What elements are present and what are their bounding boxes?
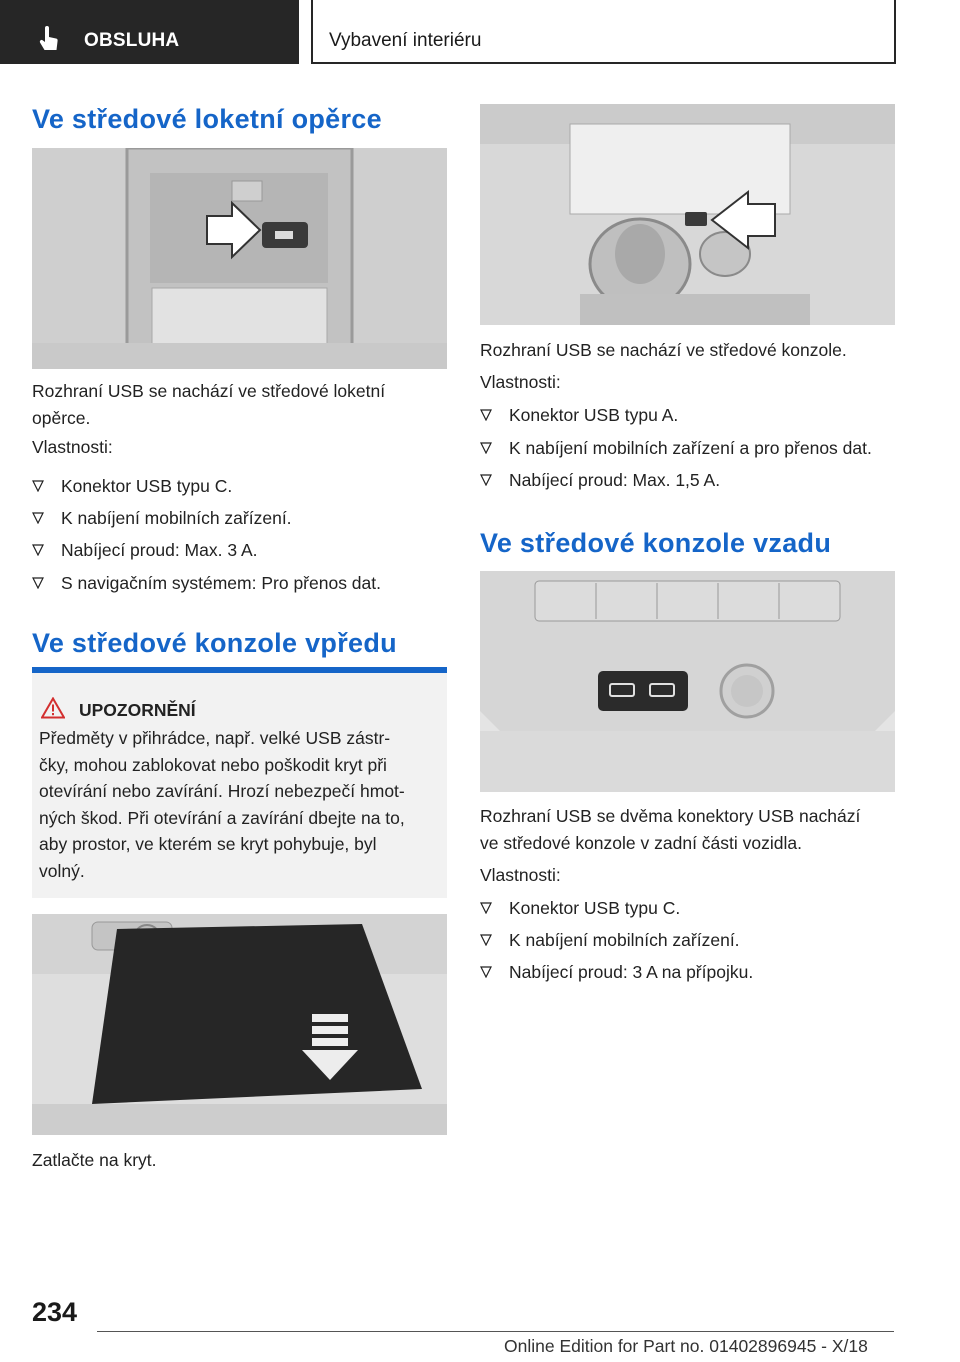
triangle-bullet-icon (480, 409, 492, 421)
triangle-bullet-icon (32, 480, 44, 492)
triangle-bullet-icon (480, 934, 492, 946)
edition-note: Online Edition for Part no. 01402896945 - X/18 (504, 1336, 868, 1356)
triangle-bullet-icon (480, 474, 492, 486)
section-title: OBSLUHA (84, 30, 180, 51)
rear-console-usb-photo (480, 571, 895, 792)
console-cover-photo (32, 914, 447, 1135)
rear-console-props-label: Vlastnosti: (480, 865, 561, 885)
rear-console-caption: Rozhraní USB se dvěma konektory USB nachází ve středové konzole v zadní části vozidla. (480, 806, 861, 853)
front-console-usb-photo (480, 104, 895, 325)
armrest-heading: Ve středové loketní opěrce (32, 104, 382, 134)
page-number: 234 (32, 1297, 78, 1327)
triangle-bullet-icon (32, 544, 44, 556)
chapter-tab (311, 0, 896, 64)
armrest-caption: Rozhraní USB se nachází ve středové loketní opěrce. (32, 381, 386, 428)
press-cover-caption: Zatlačte na kryt. (32, 1150, 157, 1170)
front-console-caption: Rozhraní USB se nachází ve středové konzole. (480, 340, 847, 360)
armrest-props-label: Vlastnosti: (32, 437, 113, 457)
warning-triangle-icon (41, 697, 65, 719)
warning-title: UPOZORNĚNÍ (79, 700, 196, 720)
armrest-usb-photo (32, 148, 447, 369)
footer-divider (97, 1331, 894, 1332)
triangle-bullet-icon (32, 512, 44, 524)
chapter-title: Vybavení interiéru (329, 30, 482, 51)
section-tab (0, 0, 299, 64)
triangle-bullet-icon (480, 902, 492, 914)
triangle-bullet-icon (480, 442, 492, 454)
triangle-bullet-icon (480, 966, 492, 978)
warning-box (32, 673, 447, 898)
warning-text: Předměty v přihrádce, např. velké USB zástr- čky, mohou zablokovat nebo poškodit kryt při otevírání nebo zavírání. Hrozí nebezpečí hmot- ných škod. Při otevírání a zavírání dbejte na to, aby prostor, ve kterém se kryt pohybuje, byl volný. (39, 728, 405, 881)
hand-pointer-icon (38, 26, 60, 52)
front-console-heading: Ve středové konzole vpředu (32, 628, 397, 658)
triangle-bullet-icon (32, 577, 44, 589)
front-console-props-label: Vlastnosti: (480, 372, 561, 392)
rear-console-heading: Ve středové konzole vzadu (480, 528, 832, 558)
